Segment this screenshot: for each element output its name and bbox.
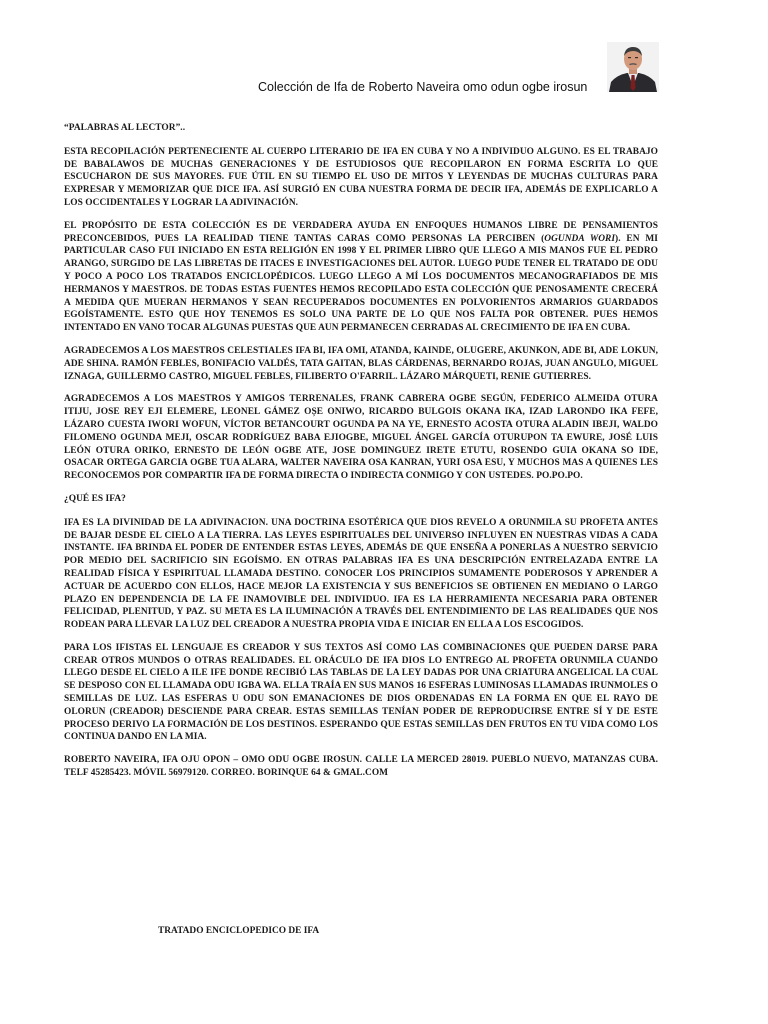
odu-name-italic: OGUNDA WORI	[544, 233, 616, 244]
paragraph-purpose-text-a: EL PROPÓSITO DE ESTA COLECCIÓN ES DE VERDADERA AYUDA EN ENFOQUES HUMANOS LIBRE DE PENSAMIENTOS PRECONCEBIDOS, PUES LA REALIDAD TIENE TANTAS CARAS COMO PERSONAS LA PERCIBEN (	[64, 220, 658, 244]
author-photo-icon	[607, 42, 659, 92]
paragraph-purpose-text-b: ). EN MI PARTICULAR CASO FUI INICIADO EN ESTA RELIGIÓN EN 1998 Y EL PRIMER LIBRO QUE LLEGO A MIS MANOS FUE EL PEDRO ARANGO, SURGIDO DE LAS LIBRETAS DE ITACES E INVESTIGACIONES DEL AUTOR. LUEGO PUDE TENER EL TRATADO DE ODU Y POCO A POCO LOS TRATADOS ENCICLOPÉDICOS. LUEGO LLEGO A MÍ LOS DOCUMENTOS MECANOGRAFIADOS DE MIS HERMANOS Y MAESTROS. DE TODAS ESTAS FUENTES HEMOS RECOPILADO ESTA COLECCIÓN QUE PENOSAMENTE CRECERÁ A MEDIDA QUE MUERAN HERMANOS Y SEAN RECUPERADOS DOCUMENTES EN POLVORIENTOS ARMARIOS GUARDADOS EGOÍSTAMENTE. ESTO QUE HOY TENEMOS ES SOLO UNA PARTE DE LO QUE NOS FALTA POR OBTENER. PUES HEMOS INTENTADO EN VANO TOCAR ALGUNAS PUESTAS QUE AUN PERMANECEN CERRADAS AL CRECIMIENTO DE IFA EN CUBA.	[64, 233, 658, 334]
section-heading-what-is-ifa: ¿QUÉ ES IFA?	[64, 493, 126, 504]
paragraph-ifa-definition: IFA ES LA DIVINIDAD DE LA ADIVINACION. UNA DOCTRINA ESOTÉRICA QUE DIOS REVELO A ORUNMILA SU PROFETA ANTES DE BAJAR DESDE EL CIELO A LA TIERRA. LAS LEYES ESPIRITUALES DEL UNIVERSO INFLUYEN EN NUESTRAS VIDAS A CADA INSTANTE. IFA BRINDA EL PODER DE ENTENDER ESTAS LEYES, ADEMÁS DE QUE ENSEÑA A PONERLAS A NUESTRO SERVICIO POR MEDIO DEL SACRIFICIO SIN EGOÍSMO. EN OTRAS PALABRAS IFA ES UNA DESCRIPCIÓN ENTRELAZADA ENTRE LA REALIDAD FÍSICA Y ESPIRITUAL LLAMADA DESTINO. CONOCER LOS PRINCIPIOS SUMAMENTE PODEROSOS Y APRENDER A ACTUAR DE ACUERDO CON ELLOS, HACE MEJOR LA EXISTENCIA Y SUS BENEFICIOS SE OBTIENEN EN MEDIANO O LARGO PLAZO EN DEPENDENCIA DE LA FE INAMOVIBLE DEL INDIVIDUO. IFA ES LA HERRAMIENTA NECESARIA PARA OBTENER FELICIDAD, PLENITUD, Y PAZ. SU META ES LA ILUMINACIÓN A TRAVÉS DEL ENTENDIMIENTO DE LAS REALIDADES QUE NOS RODEAN PARA LLEVAR LA LUZ DEL CREADOR A NUESTRA PROPIA VIDA E INICIAR EN ELLA A LOS ESCOGIDOS.	[64, 517, 658, 631]
paragraph-ifa-language: PARA LOS IFISTAS EL LENGUAJE ES CREADOR Y SUS TEXTOS ASÍ COMO LAS COMBINACIONES QUE PUEDEN DARSE PARA CREAR OTROS MUNDOS O OTRAS REALIDADES. EL ORÁCULO DE IFA DIOS LO ENTREGO AL PROFETA ORUNMILA CUANDO LLEGO DESDE EL CIELO A ILE IFE DONDE RECIBIÓ LAS TABLAS DE LA LEY DADAS POR UNA CRIATURA ANGELICAL LA CUAL SE DESPOSO CON EL LLAMADA ODU IGBA WA. ELLA TRAÍA EN SUS MANOS 16 ESFERAS LUMINOSAS LLAMADAS IRUNMOLES O SEMILLAS DE LUZ. LAS ESFERAS U ODU SON EMANACIONES DE DIOS ORDENADAS EN LA FORMA EN QUE EL RAYO DE OLORUN (CREADOR) DESCIENDE PARA CREAR. ESTAS SEMILLAS TENÍAN PODER DE REPRODUCIRSE ENTRE SÍ Y DE ESTE PROCESO DERIVO LA FORMACIÓN DE LOS DESTINOS. ESPERANDO QUE ESTAS SEMILLAS DEN FRUTOS EN TU VIDA COMO LOS CONTINUA DANDO EN LA MIA.	[64, 642, 658, 743]
paragraph-purpose	[64, 220, 658, 335]
intro-heading: “PALABRAS AL LECTOR”..	[64, 123, 186, 133]
paragraph-earthly-masters: AGRADECEMOS A LOS MAESTROS Y AMIGOS TERRENALES, FRANK CABRERA OGBE SEGÚN, FEDERICO ALMEIDA OTURA ITIJU, JOSE REY EJI ELEMERE, LEONEL GÁMEZ OȘE ONIWO, RICARDO BULGOIS OKANA IKA, IZAD LARONDO IKA FEFE, LÁZARO CUESTA IWORI WOFUN, VÍCTOR BETANCOURT OGUNDA PA NA YE, ERNESTO ACOSTA OTURA ALADIN IBEJI, WALDO FILOMENO OGUNDA MEJI, OSCAR RODRÍGUEZ BABA EJIOGBE, MIGUEL ÁNGEL GARCÍA OTURUPON TA EWURE, JOSÉ LUIS LEÓN OTURA ORIKO, ERNESTO DE LEÓN OGBE ATE, JOSE DOMINGUEZ IRETE ETUTU, ROSENDO GUIA OKANA SO IDE, OSACAR ORTEGA GARCIA OGBE TUA ALARA, WALTER NAVEIRA OSA KANRAN, YURI OSA ESU, Y MUCHOS MAS A QUIENES LES RECONOCEMOS POR COMPARTIR IFA DE FORMA DIRECTA O INDIRECTA CONMIGO Y CON USTEDES. PO.PO.PO.	[64, 394, 658, 482]
page-header-title: Colección de Ifa de Roberto Naveira omo odun ogbe irosun	[258, 80, 588, 94]
document-body	[64, 122, 658, 790]
author-signature: ROBERTO NAVEIRA, IFA OJU OPON – OMO ODU OGBE IROSUN. CALLE LA MERCED 28019. PUEBLO NUEVO, MATANZAS CUBA. TELF 45285423. MÓVIL 56979120. CORREO. BORINQUE 64 & GMAL.COM	[64, 755, 658, 779]
footer-title: TRATADO ENCICLOPEDICO DE IFA	[158, 926, 320, 936]
paragraph-compilation: ESTA RECOPILACIÓN PERTENECIENTE AL CUERPO LITERARIO DE IFA EN CUBA Y NO A INDIVIDUO ALGUNO. ES EL TRABAJO DE BABALAWOS DE MUCHAS GENERACIONES Y DE ESTUDIOSOS QUE RECOPILARON EN FORMA ESCRITA LO QUE ESCUCHARON DE SUS MAYORES. FUE ÚTIL EN SU TIEMPO EL USO DE MITOS Y LEYENDAS DE MUCHAS CULTURAS PARA EXPRESAR Y MEMORIZAR QUE DICE IFA. ASÍ SURGIÓ EN CUBA NUESTRA FORMA DE DECIR IFA, ADEMÁS DE EXPLICARLO A LOS OCCIDENTALES Y LOGRAR LA ADIVINACIÓN.	[64, 146, 658, 208]
paragraph-celestial-masters: AGRADECEMOS A LOS MAESTROS CELESTIALES IFA BI, IFA OMI, ATANDA, KAINDE, OLUGERE, AKUNKON, ADE BI, ADE LOKUN, ADE SHINA. RAMÓN FEBLES, BONIFACIO VALDÉS, TATA GAITAN, BLAS CÁRDENAS, BERNARDO ROJAS, JUAN ANGULO, MIGUEL IZNAGA, GUILLERMO CASTRO, MIGUEL FEBLES, FILIBERTO O'FARRIL. LÁZARO MÁRQUETI, RENIE GUTIERRES.	[64, 345, 658, 382]
